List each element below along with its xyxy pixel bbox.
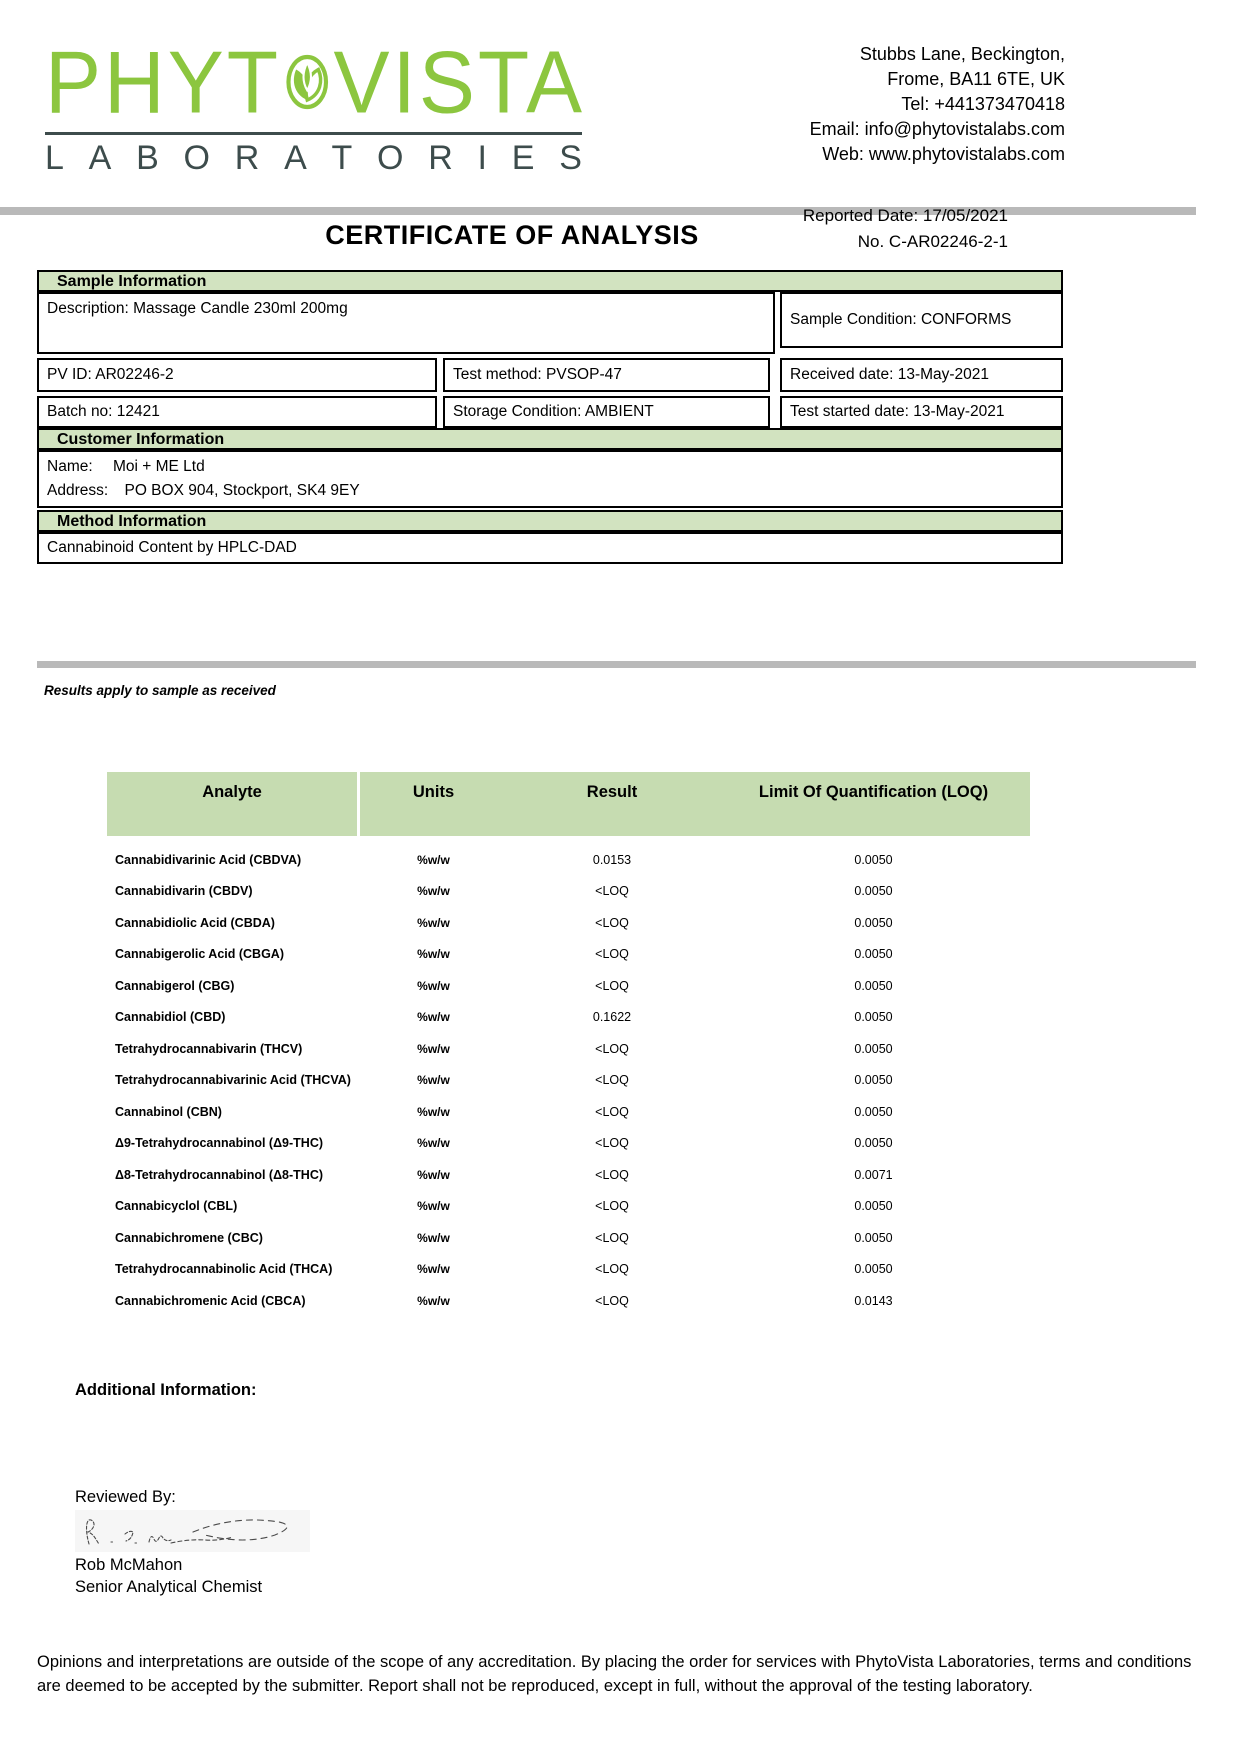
pv-id-cell: PV ID: AR02246-2: [37, 358, 437, 392]
cell-analyte: Cannabidivarinic Acid (CBDVA): [115, 852, 302, 867]
leaf-o-icon: [285, 42, 329, 122]
cell-result: <LOQ: [595, 1167, 629, 1182]
logo-subtitle-letter: T: [331, 139, 353, 177]
logo-subtitle-letter: O: [377, 139, 404, 177]
table-row: [107, 1096, 1030, 1128]
received-date-cell: Received date: 13-May-2021: [780, 358, 1063, 392]
logo-subtitle-letter: B: [136, 139, 159, 177]
column-header-analyte: Analyte: [107, 772, 360, 836]
reviewer-name: Rob McMahon: [75, 1556, 183, 1574]
logo-word-part1: PHYT: [45, 32, 282, 132]
cell-units: %w/w: [417, 1199, 450, 1214]
lab-contact-block: [810, 42, 1065, 167]
logo-subtitle-letter: L: [45, 139, 64, 177]
customer-name-row: [47, 458, 1053, 476]
mid-divider-band: [37, 661, 1196, 668]
table-row: [107, 1002, 1030, 1034]
cell-analyte: Tetrahydrocannabivarin (THCV): [115, 1041, 303, 1056]
cell-result: <LOQ: [595, 1230, 629, 1245]
cell-loq: 0.0050: [854, 884, 893, 899]
logo-subtitle-letter: E: [511, 139, 535, 177]
additional-information-label: Additional Information:: [75, 1381, 257, 1399]
batch-no-cell: Batch no: 12421: [37, 396, 437, 428]
header-divider-band: [0, 207, 1196, 215]
logo-subtitle-letter: A: [284, 139, 307, 177]
results-table-body: [107, 844, 1030, 1317]
cell-analyte: Cannabidiolic Acid (CBDA): [115, 915, 275, 930]
cell-result: <LOQ: [595, 915, 629, 930]
customer-address-label: Address:: [47, 482, 109, 499]
cell-analyte: Δ9-Tetrahydrocannabinol (Δ9-THC): [115, 1136, 324, 1151]
cell-result: <LOQ: [595, 1041, 629, 1056]
cell-units: %w/w: [417, 1073, 450, 1088]
cell-result: 0.0153: [592, 852, 632, 867]
cell-units: %w/w: [417, 884, 450, 899]
cell-analyte: Tetrahydrocannabivarinic Acid (THCVA): [115, 1073, 351, 1088]
test-started-date-cell: Test started date: 13-May-2021: [780, 396, 1063, 428]
customer-name-label: Name:: [47, 458, 93, 475]
phytovista-logo: [45, 34, 585, 178]
logo-subtitle-letter: R: [428, 139, 453, 177]
storage-condition-cell: Storage Condition: AMBIENT: [443, 396, 770, 428]
customer-address-row: [47, 482, 1053, 500]
column-header-result: Result: [507, 772, 717, 836]
table-row: [107, 939, 1030, 971]
cell-result: <LOQ: [595, 1073, 629, 1088]
cell-result: <LOQ: [595, 1104, 629, 1119]
table-header-gap: [107, 836, 1030, 844]
cell-loq: 0.0050: [854, 1104, 893, 1119]
table-row: [107, 1033, 1030, 1065]
cell-analyte: Cannabigerol (CBG): [115, 978, 235, 993]
cell-loq: 0.0143: [854, 1293, 893, 1308]
footer-disclaimer: Opinions and interpretations are outside of the scope of any accreditation. By placing the order for services with PhytoVista Laboratories, terms and conditions are deemed to be accepted by the submitter. Report shall not be reproduced, except in full, without the approval of the testing laboratory.: [37, 1653, 1192, 1695]
table-row: [107, 1285, 1030, 1317]
table-row: [107, 970, 1030, 1002]
sample-condition-cell: Sample Condition: CONFORMS: [780, 292, 1063, 348]
cell-units: %w/w: [417, 1167, 450, 1182]
cell-analyte: Cannabicyclol (CBL): [115, 1199, 238, 1214]
customer-info-cell: [37, 450, 1063, 508]
section-title-method-information: Method Information: [37, 510, 1063, 532]
cell-units: %w/w: [417, 1041, 450, 1056]
cell-loq: 0.0050: [854, 1136, 893, 1151]
column-header-loq: Limit Of Quantification (LOQ): [717, 772, 1030, 836]
logo-subtitle: [45, 139, 582, 178]
cell-loq: 0.0050: [854, 1041, 893, 1056]
cell-result: <LOQ: [595, 1199, 629, 1214]
cell-units: %w/w: [417, 1293, 450, 1308]
cell-units: %w/w: [417, 947, 450, 962]
cell-analyte: Cannabinol (CBN): [115, 1104, 222, 1119]
customer-name-value: Moi + ME Ltd: [112, 458, 205, 475]
cell-loq: 0.0050: [854, 1262, 893, 1277]
customer-address-value: PO BOX 904, Stockport, SK4 9EY: [124, 482, 360, 499]
cell-result: <LOQ: [595, 978, 629, 993]
cell-loq: 0.0050: [854, 852, 893, 867]
results-table-header: [107, 772, 1030, 836]
report-number: No. C-AR02246-2-1: [857, 232, 1008, 251]
cell-units: %w/w: [417, 1230, 450, 1245]
cell-loq: 0.0050: [854, 978, 893, 993]
table-row: [107, 1222, 1030, 1254]
table-row: [107, 1159, 1030, 1191]
table-row: [107, 1065, 1030, 1097]
table-row: [107, 876, 1030, 908]
cell-analyte: Cannabidiol (CBD): [115, 1010, 226, 1025]
cell-analyte: Δ8-Tetrahydrocannabinol (Δ8-THC): [115, 1167, 324, 1182]
logo-subtitle-letter: R: [234, 139, 260, 177]
results-note: Results apply to sample as received: [44, 683, 276, 698]
cell-loq: 0.0050: [854, 1010, 893, 1025]
cell-result: 0.1622: [592, 1010, 632, 1025]
contact-web: Web: www.phytovistalabs.com: [822, 144, 1065, 164]
cell-loq: 0.0050: [854, 1073, 893, 1088]
cell-analyte: Cannabigerolic Acid (CBGA): [115, 947, 284, 962]
table-row: [107, 1254, 1030, 1286]
logo-word-part2: VISTA: [333, 32, 585, 132]
sample-description-cell: Description: Massage Candle 230ml 200mg: [37, 292, 775, 354]
cell-result: <LOQ: [595, 1136, 629, 1151]
contact-address-line1: Stubbs Lane, Beckington,: [859, 44, 1065, 64]
cell-analyte: Cannabichromenic Acid (CBCA): [115, 1293, 306, 1308]
section-title-sample-information: Sample Information: [37, 270, 1063, 292]
document-title: CERTIFICATE OF ANALYSIS: [325, 220, 699, 250]
section-title-customer-information: Customer Information: [37, 428, 1063, 450]
logo-subtitle-letter: I: [477, 139, 487, 177]
cell-units: %w/w: [417, 978, 450, 993]
table-row: [107, 1191, 1030, 1223]
contact-address-line2: Frome, BA11 6TE, UK: [887, 69, 1065, 89]
reviewed-by-label: Reviewed By:: [75, 1488, 176, 1506]
method-cell: Cannabinoid Content by HPLC-DAD: [37, 532, 1063, 564]
cell-analyte: Cannabichromene (CBC): [115, 1230, 263, 1245]
handwritten-signature-icon: [75, 1510, 310, 1552]
reviewer-title: Senior Analytical Chemist: [75, 1578, 263, 1596]
cell-loq: 0.0050: [854, 1230, 893, 1245]
logo-subtitle-letter: A: [88, 139, 112, 177]
cell-units: %w/w: [417, 1136, 450, 1151]
cell-result: <LOQ: [595, 947, 629, 962]
cell-result: <LOQ: [595, 1262, 629, 1277]
cell-loq: 0.0050: [854, 947, 893, 962]
cell-units: %w/w: [417, 1104, 450, 1119]
cell-units: %w/w: [417, 1262, 450, 1277]
report-meta: [803, 203, 1008, 255]
contact-email: Email: info@phytovistalabs.com: [809, 119, 1065, 139]
logo-subtitle-letter: O: [183, 139, 210, 177]
cell-units: %w/w: [417, 852, 450, 867]
logo-subtitle-letter: S: [559, 139, 582, 177]
cell-result: <LOQ: [595, 884, 629, 899]
table-row: [107, 907, 1030, 939]
cell-analyte: Cannabidivarin (CBDV): [115, 884, 253, 899]
results-table: [107, 772, 1030, 1317]
cell-loq: 0.0050: [854, 1199, 893, 1214]
contact-tel: Tel: +441373470418: [901, 94, 1065, 114]
cell-loq: 0.0071: [854, 1167, 893, 1182]
table-row: [107, 1128, 1030, 1160]
cell-units: %w/w: [417, 1010, 450, 1025]
test-method-cell: Test method: PVSOP-47: [443, 358, 770, 392]
cell-loq: 0.0050: [854, 915, 893, 930]
cell-units: %w/w: [417, 915, 450, 930]
column-header-units: Units: [360, 772, 507, 836]
table-row: [107, 844, 1030, 876]
cell-result: <LOQ: [595, 1293, 629, 1308]
cell-analyte: Tetrahydrocannabinolic Acid (THCA): [115, 1262, 333, 1277]
reported-date: Reported Date: 17/05/2021: [802, 206, 1008, 225]
logo-divider: [45, 132, 582, 135]
